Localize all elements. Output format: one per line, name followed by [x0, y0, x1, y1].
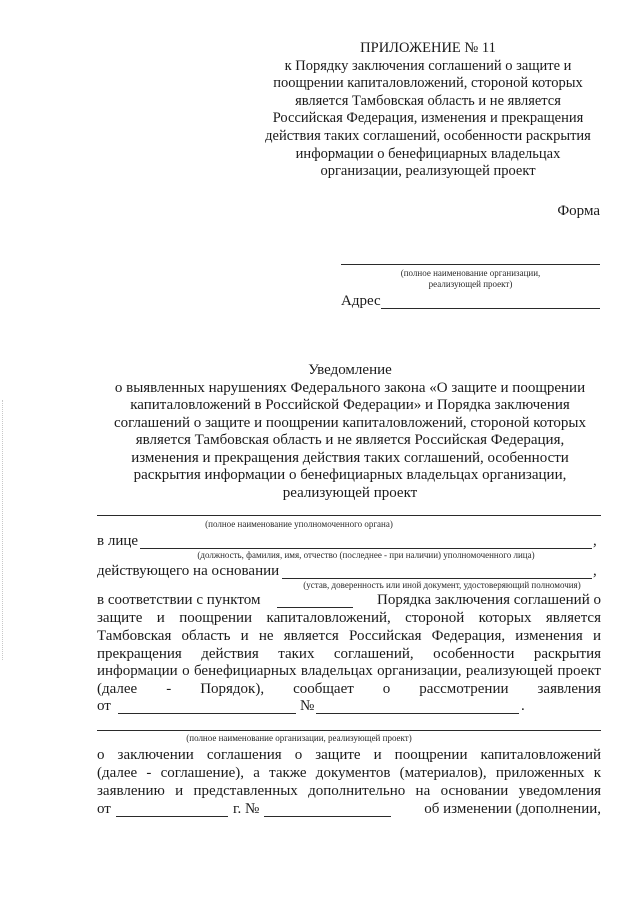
appendix-header: [258, 40, 598, 181]
basis-caption: (устав, доверенность или иной документ, удостоверяющий полномочия): [303, 580, 581, 590]
in-person-label: в лице: [97, 533, 139, 549]
notice-line: изменения и прекращения действия таких соглашений, особенности: [131, 449, 569, 466]
appendix-line: Российская Федерация, изменения и прекращения: [272, 110, 584, 127]
notice-line: является Тамбовская область и не является Российская Федерация,: [135, 432, 565, 448]
organization-line: [97, 730, 601, 731]
notice-line: раскрытия информации о бенефициарных владельцах организации,: [133, 467, 567, 483]
notice-line: о выявленных нарушениях Федерального закона «О защите и поощрении: [114, 379, 586, 396]
appendix-line: действия таких соглашений, особенности раскрытия: [265, 127, 591, 144]
recipient-caption: (полное наименование организации, реализующей проект): [400, 268, 541, 289]
notice-line: соглашений о защите и поощрении капиталовложений, стороной которых: [113, 414, 587, 431]
from-label: от: [97, 698, 111, 714]
person-comma: ,: [593, 533, 597, 549]
person-line: [140, 548, 592, 549]
address-label: Адрес: [341, 293, 381, 309]
clause-number-line: [277, 607, 353, 608]
acting-basis-label: действующего на основании: [97, 563, 280, 579]
para1-line6: (далее - Порядок), сообщает о рассмотрении заявления: [97, 681, 601, 697]
last-year-label: г. №: [233, 801, 260, 817]
appendix-line: поощрении капиталовложений, стороной которых: [273, 75, 583, 92]
para1-line: Тамбовская область и не является Российская Федерация, изменения и: [97, 628, 601, 644]
para2-line: заявлению и представленных дополнительно на основании уведомления: [97, 783, 601, 799]
notice-date-line: [116, 816, 228, 817]
last-from-label: от: [97, 801, 111, 817]
person-caption: (должность, фамилия, имя, отчество (последнее - при наличии) уполномоченного лица): [197, 550, 535, 560]
para2-line: (далее - соглашение), а также документов (материалов), приложенных к: [97, 765, 601, 781]
para2-line: о заключении соглашения о защите и поощрении капиталовложений: [97, 747, 601, 763]
basis-line: [282, 578, 592, 579]
notice-number-line: [264, 816, 391, 817]
application-date-line: [118, 713, 296, 714]
notice-title: Уведомление: [308, 362, 392, 378]
address-line: [381, 308, 600, 309]
appendix-line: является Тамбовская область и не является: [295, 92, 561, 109]
para1-line1-b: Порядка заключения соглашений о: [377, 592, 601, 608]
notice-line: реализующей проект: [282, 484, 418, 501]
scan-margin-artifact: [2, 400, 5, 660]
appendix-line: к Порядку заключения соглашений о защите и: [284, 57, 572, 74]
appendix-line: информации о бенефициарных владельцах: [295, 145, 561, 162]
appendix-title: ПРИЛОЖЕНИЕ № 11: [360, 40, 496, 56]
organ-line: [97, 515, 601, 516]
organization-caption: (полное наименование организации, реализующей проект): [186, 733, 412, 743]
para1-line1-a: в соответствии с пунктом: [97, 592, 261, 608]
form-label: Форма: [557, 203, 600, 219]
organ-caption: (полное наименование уполномоченного органа): [205, 519, 393, 529]
basis-comma: ,: [593, 563, 597, 579]
recipient-org-line: [341, 264, 600, 265]
appendix-line: организации, реализующей проект: [320, 163, 536, 180]
application-number-line: [316, 713, 519, 714]
notice-heading: [90, 362, 610, 502]
para1-line: информации о бенефициарных владельцах организации, реализующей проект: [97, 663, 601, 679]
notice-line: капиталовложений в Российской Федерации» и Порядка заключения: [130, 397, 570, 413]
last-tail: об изменении (дополнении,: [424, 801, 601, 817]
para1-line: защите и поощрении капиталовложений, стороной которых является: [97, 610, 601, 626]
number-label: №: [300, 698, 315, 714]
para1-line: прекращения действия таких соглашений, особенности раскрытия: [97, 646, 601, 662]
period: .: [521, 698, 525, 714]
